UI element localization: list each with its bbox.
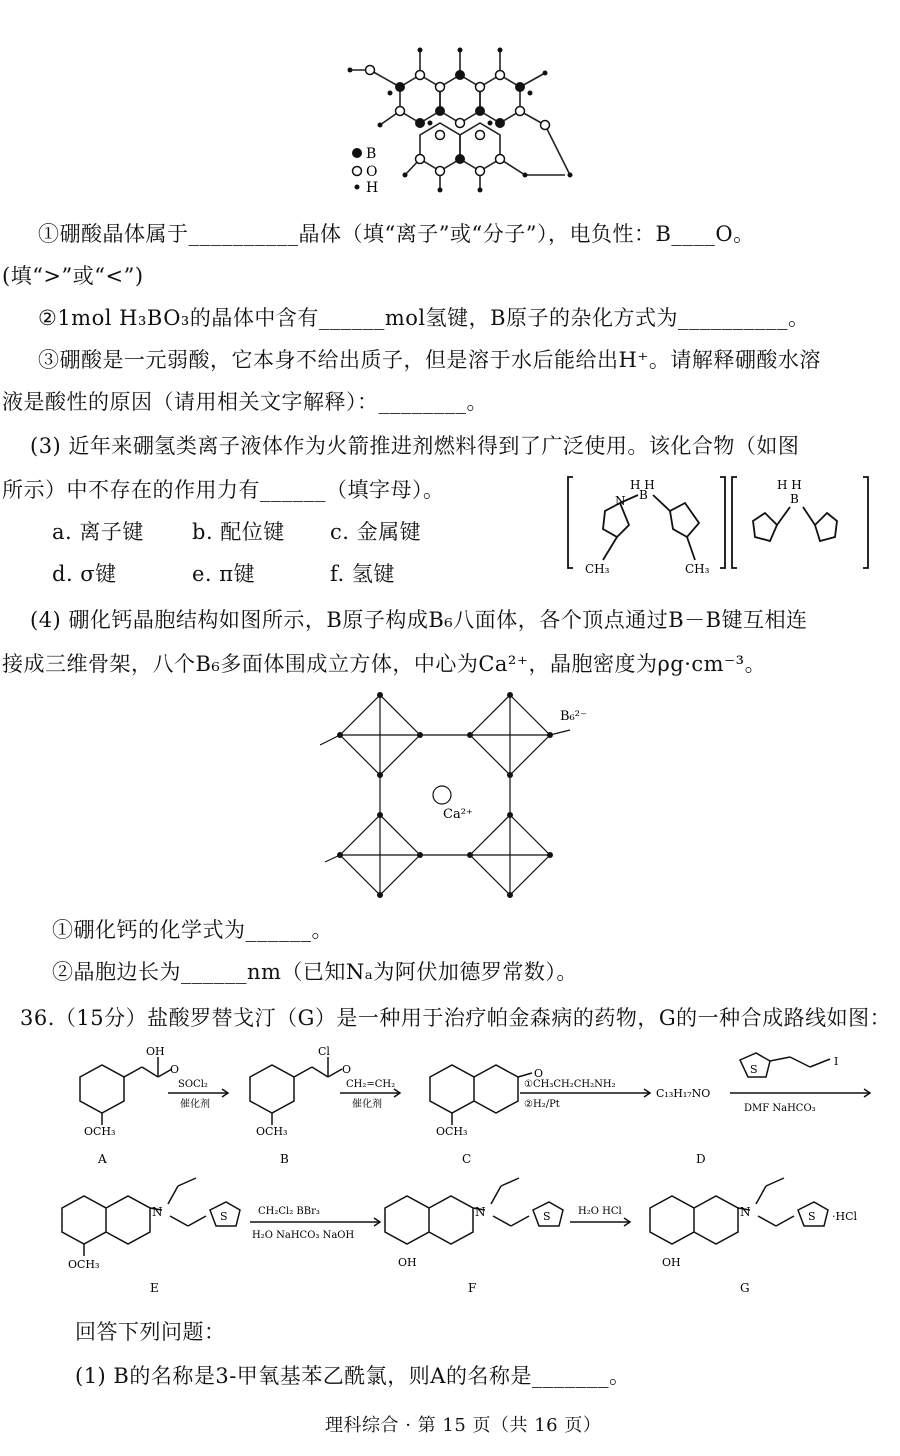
g-oh: OH	[662, 1256, 681, 1269]
option-e: e. π键	[192, 562, 256, 586]
e-s: S	[220, 1210, 228, 1223]
label-c: C	[462, 1152, 472, 1166]
f-s: S	[543, 1210, 551, 1223]
anion-boron: B	[790, 492, 799, 506]
reagent-propylamine: ①CH₃CH₂CH₂NH₂	[524, 1079, 616, 1090]
synthesis-route-row-1	[50, 1045, 880, 1175]
label-g: G	[740, 1281, 750, 1295]
page-footer: 理科综合 · 第 15 页（共 16 页）	[325, 1415, 602, 1436]
q36-intro: 36.（15分）盐酸罗替戈汀（G）是一种用于治疗帕金森病的药物，G的一种合成路线如图：	[20, 1006, 892, 1030]
q3-ionic-liquid-cont: 所示）中不存在的作用力有______（填字母）。	[2, 478, 445, 502]
reagent-dmf: DMF NaHCO₃	[744, 1103, 816, 1114]
g-n: N	[740, 1205, 751, 1219]
f-oh: OH	[398, 1256, 417, 1269]
e-n: N	[152, 1205, 163, 1219]
legend-b: B	[366, 146, 377, 162]
label-a: A	[98, 1152, 107, 1166]
q36-1: (1) B的名称是3-甲氧基苯乙酰氯，则A的名称是_______。	[75, 1364, 631, 1388]
b-cl: Cl	[318, 1045, 330, 1058]
q3-ionic-liquid: (3) 近年来硼氢类离子液体作为火箭推进剂燃料得到了广泛使用。该化合物（如图	[30, 434, 800, 458]
acid-o: O	[170, 1063, 180, 1076]
a-och3: OCH₃	[84, 1125, 116, 1138]
synthesis-route-row-2	[50, 1170, 890, 1300]
q-hydrogen-bonds: ②1mol H₃BO₃的晶体中含有______mol氢键，B原子的杂化方式为__________。	[38, 306, 810, 330]
boric-acid-structure-figure	[330, 35, 590, 200]
d-formula: C₁₃H₁₇NO	[656, 1087, 711, 1100]
cation-hydrogens: H H	[630, 478, 655, 492]
b-och3: OCH₃	[256, 1125, 288, 1138]
label-e: E	[150, 1281, 159, 1295]
iodide: I	[834, 1055, 839, 1068]
f-n: N	[475, 1205, 486, 1219]
acid-oh: OH	[146, 1045, 165, 1058]
ionic-liquid-structure-figure	[565, 465, 870, 580]
label-b: B	[280, 1152, 289, 1166]
anion-hydrogens: H H	[777, 478, 802, 492]
reagent-h2o-hcl: H₂O HCl	[578, 1206, 622, 1217]
q-boric-acidity: ③硼酸是一元弱酸，它本身不给出质子，但是溶于水后能给出H⁺。请解释硼酸水溶	[38, 348, 821, 372]
reagent-ch2cl2-bbr3: CH₂Cl₂ BBr₃	[258, 1206, 320, 1217]
q-calcium-boride-formula: ①硼化钙的化学式为______。	[52, 918, 333, 942]
b6-label: B₆²⁻	[560, 709, 587, 724]
answer-prompt: 回答下列问题：	[75, 1320, 226, 1344]
legend-h: H	[366, 180, 379, 196]
option-f: f. 氢键	[330, 562, 395, 586]
option-b: b. 配位键	[192, 520, 285, 544]
cation-nitrogen: N	[615, 494, 626, 508]
catalyst-1: 催化剂	[180, 1099, 210, 1110]
q-cell-edge-length: ②晶胞边长为______nm（已知Nₐ为阿伏加德罗常数）。	[52, 960, 578, 984]
reagent-h2-pt: ②H₂/Pt	[524, 1099, 560, 1110]
c-och3: OCH₃	[436, 1125, 468, 1138]
option-d: d. σ键	[52, 562, 117, 586]
legend-o: O	[366, 164, 378, 180]
calcium-boride-cell-figure	[320, 690, 590, 905]
cation-methyl-right: CH₃	[685, 562, 710, 576]
b-o: O	[342, 1063, 352, 1076]
q-boric-crystal-type: ①硼酸晶体属于__________晶体（填“离子”或“分子”），电负性：B____O。	[38, 222, 755, 246]
reagent-ethylene: CH₂=CH₂	[346, 1079, 396, 1090]
cation-methyl-left: CH₃	[585, 562, 610, 576]
label-d: D	[696, 1152, 706, 1166]
reagent-workup: H₂O NaHCO₃ NaOH	[252, 1230, 355, 1241]
c-o: O	[534, 1067, 544, 1080]
g-s: S	[808, 1210, 816, 1223]
thiophene-s-1: S	[750, 1063, 758, 1076]
e-och3: OCH₃	[68, 1258, 100, 1271]
q-boric-fill-hint: (填“>”或“<”)	[2, 264, 144, 288]
label-f: F	[468, 1281, 477, 1295]
option-c: c. 金属键	[330, 520, 422, 544]
q-boric-acidity-cont: 液是酸性的原因（请用相关文字解释）：________。	[2, 390, 488, 414]
q4-calcium-boride-cont: 接成三维骨架，八个B₆多面体围成立方体，中心为Ca²⁺，晶胞密度为ρg·cm⁻³。	[2, 652, 767, 676]
g-hcl: ·HCl	[832, 1210, 858, 1223]
reagent-socl2: SOCl₂	[178, 1079, 208, 1090]
option-a: a. 离子键	[52, 520, 144, 544]
ca-label: Ca²⁺	[443, 807, 473, 822]
catalyst-2: 催化剂	[352, 1099, 382, 1110]
q4-calcium-boride: (4) 硼化钙晶胞结构如图所示，B原子构成B₆八面体，各个顶点通过B－B键互相连	[30, 608, 808, 632]
cation-boron: B	[639, 488, 648, 502]
